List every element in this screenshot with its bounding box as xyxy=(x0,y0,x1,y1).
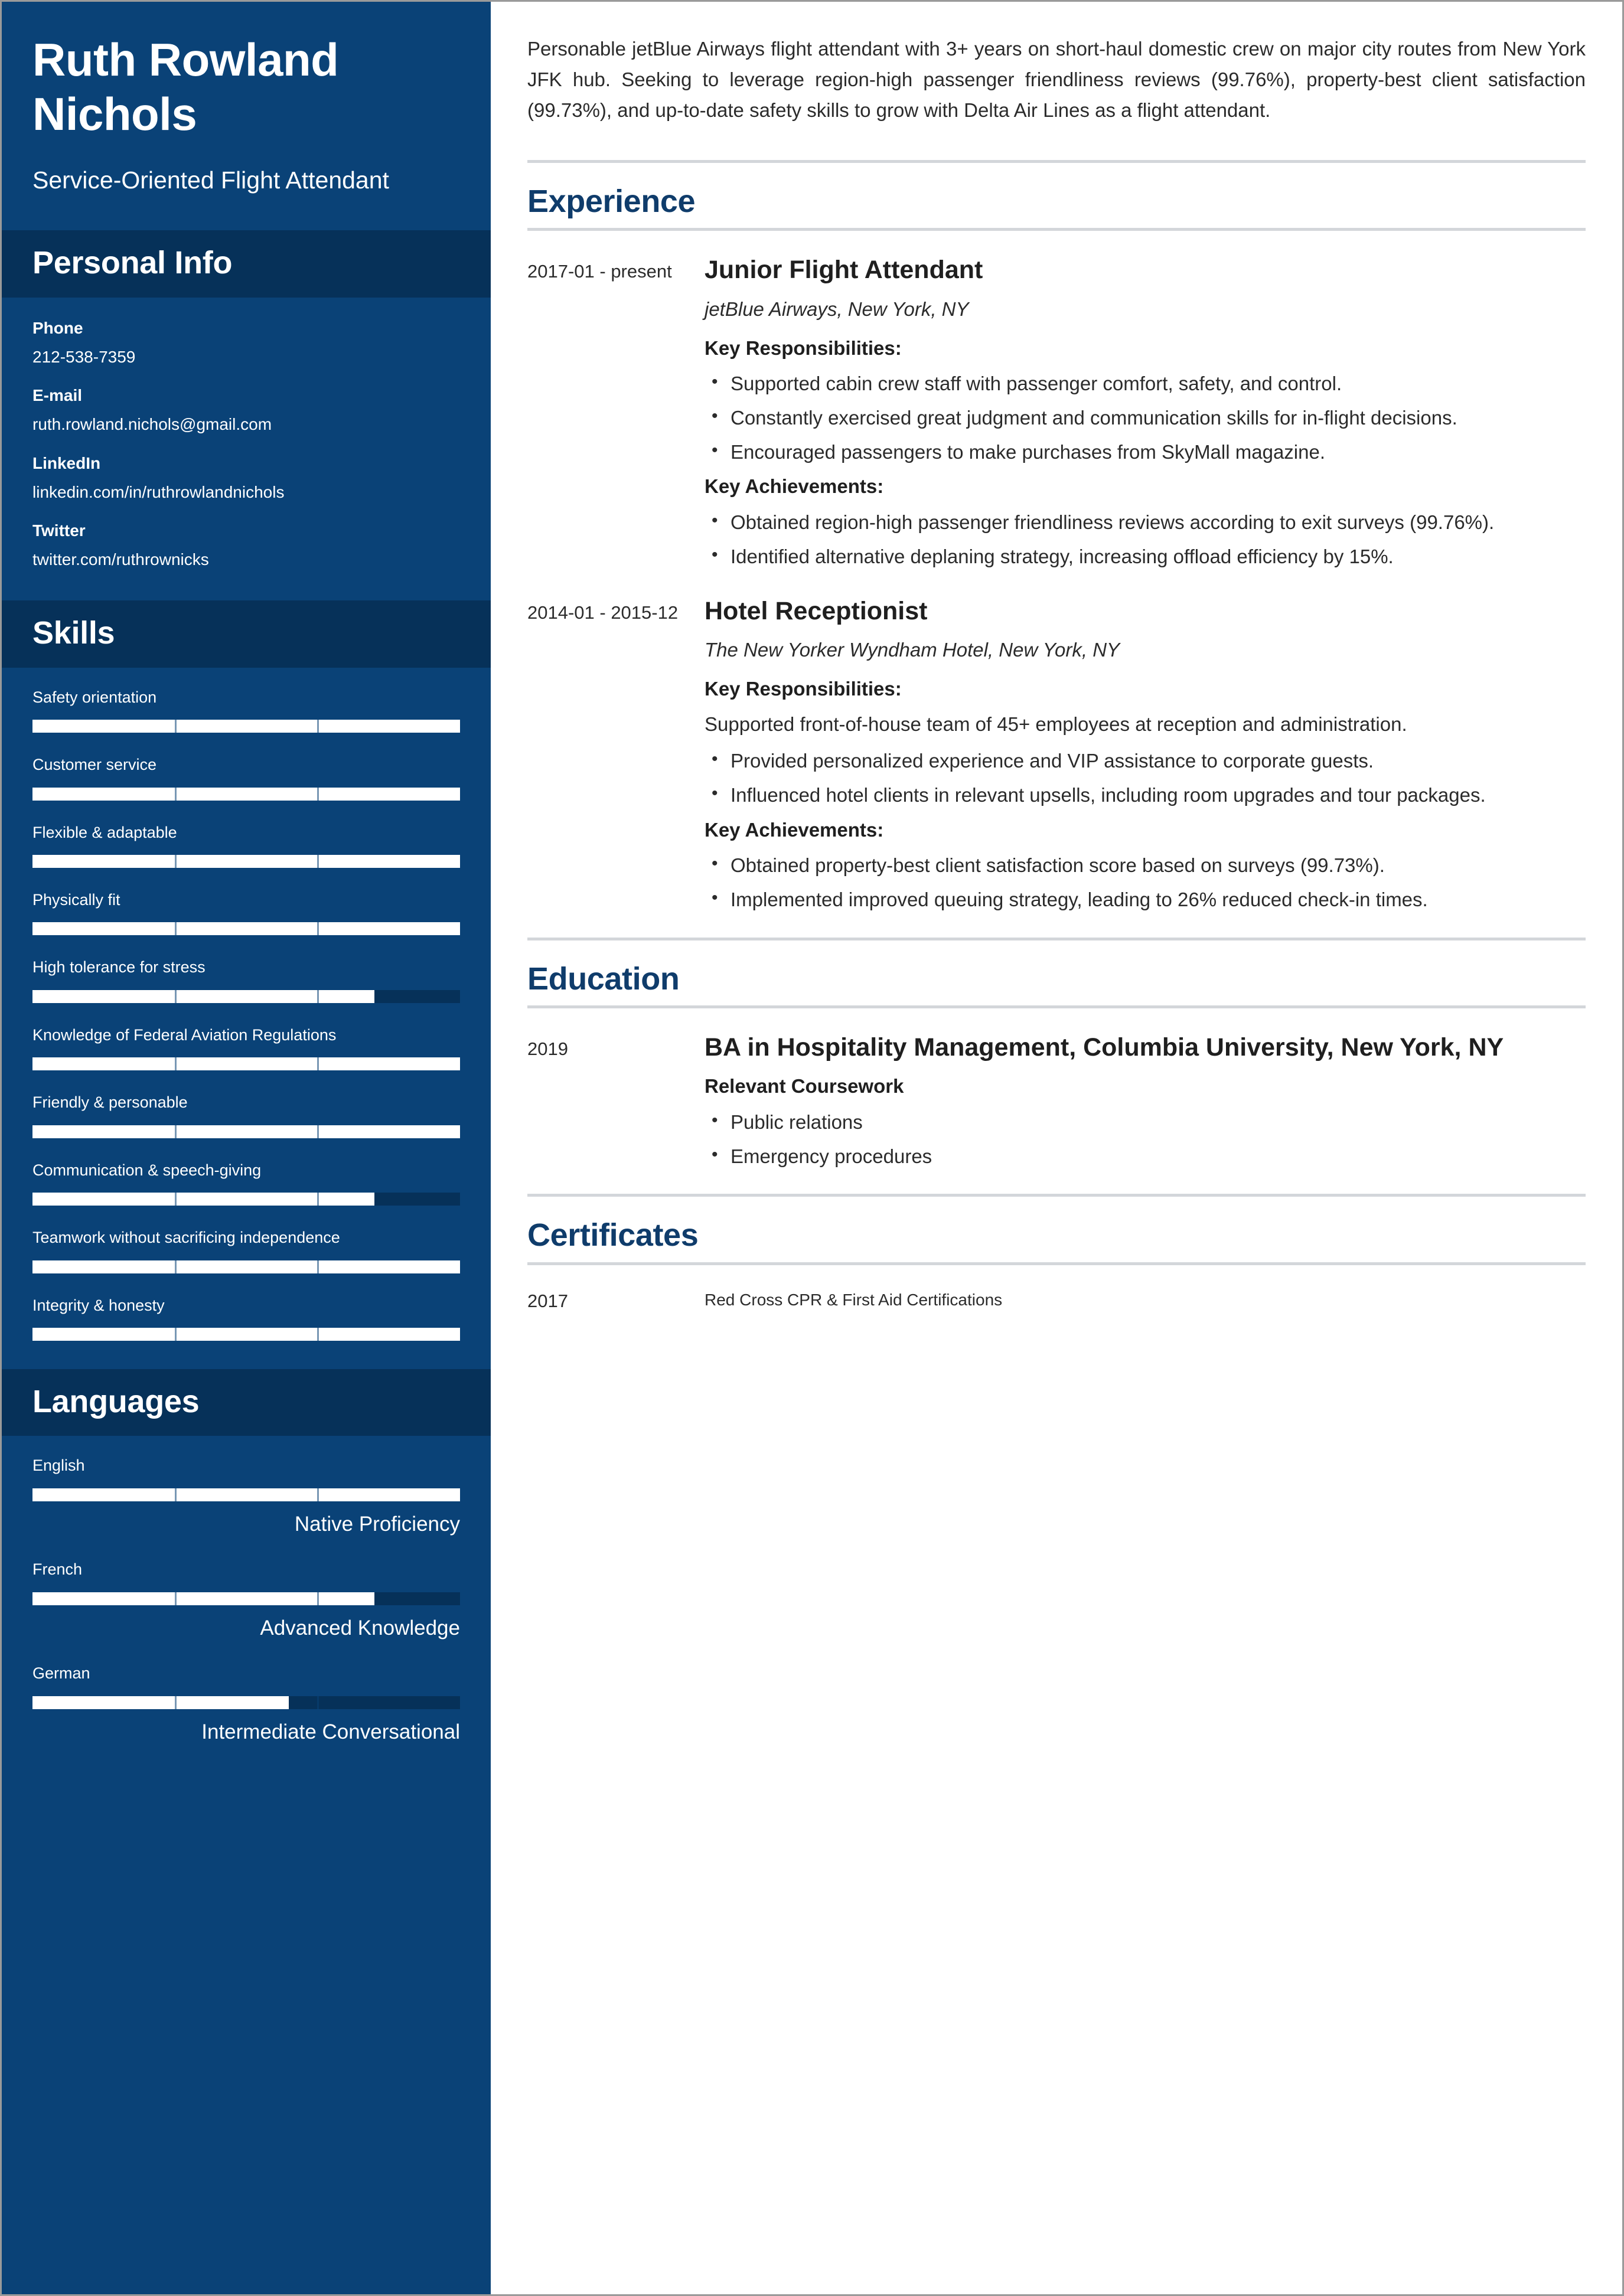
proficiency-meter xyxy=(32,1488,460,1501)
contact-label: Phone xyxy=(32,318,83,337)
proficiency-meter xyxy=(32,720,460,733)
certificates-rule xyxy=(527,1262,1586,1265)
proficiency-meter-tick xyxy=(175,720,177,733)
education-top-rule xyxy=(527,938,1586,940)
education-heading: Education xyxy=(527,961,680,997)
achievements-list xyxy=(705,507,1586,572)
proficiency-meter-tick xyxy=(317,1592,319,1605)
contact-item-twitter xyxy=(32,519,460,571)
education-degree: BA in Hospitality Management, Columbia University, New York, NY xyxy=(705,1033,1504,1062)
proficiency-meter-fill xyxy=(32,1260,460,1273)
certificate-date: 2017 xyxy=(527,1290,568,1311)
skill-label: Integrity & honesty xyxy=(32,1296,165,1314)
sidebar xyxy=(2,2,491,2294)
proficiency-meter xyxy=(32,990,460,1003)
bullet-item: • Public relations xyxy=(705,1107,1586,1138)
skill-item xyxy=(32,1295,460,1341)
coursework-heading: Relevant Coursework xyxy=(705,1075,904,1098)
proficiency-meter-tick xyxy=(175,990,177,1003)
bullet-item: • Implemented improved queuing strategy, leading to 26% reduced check-in times. xyxy=(705,884,1586,915)
proficiency-meter-tick xyxy=(317,855,319,868)
responsibilities-heading: Key Responsibilities: xyxy=(705,337,902,359)
experience-entry xyxy=(527,253,1586,576)
proficiency-meter-fill xyxy=(32,720,460,733)
education-date: 2019 xyxy=(527,1038,568,1059)
proficiency-meter-tick xyxy=(317,990,319,1003)
skill-label: Physically fit xyxy=(32,890,120,909)
contact-item-email xyxy=(32,384,460,436)
achievements-list xyxy=(705,850,1586,915)
education-section xyxy=(527,938,1586,1177)
certificates-section xyxy=(527,1194,1586,1315)
proficiency-meter xyxy=(32,1328,460,1341)
education-body xyxy=(705,1031,1586,1177)
proficiency-meter-tick xyxy=(317,1260,319,1273)
proficiency-meter-fill xyxy=(32,1193,374,1206)
proficiency-meter-tick xyxy=(317,1193,319,1206)
responsibilities-list xyxy=(705,368,1586,467)
language-proficiency-label: Native Proficiency xyxy=(294,1512,460,1536)
proficiency-meter-fill xyxy=(32,1125,460,1138)
skill-item xyxy=(32,687,460,733)
contact-item-phone xyxy=(32,316,460,368)
proficiency-meter-fill xyxy=(32,788,460,801)
language-proficiency-label: Advanced Knowledge xyxy=(260,1616,460,1639)
contact-item-linkedin xyxy=(32,452,460,504)
experience-organization: jetBlue Airways, New York, NY xyxy=(705,298,969,321)
proficiency-meter-fill xyxy=(32,922,460,935)
responsibilities-heading: Key Responsibilities: xyxy=(705,677,902,700)
language-item xyxy=(32,1455,460,1537)
education-entries xyxy=(527,1031,1586,1177)
proficiency-meter-tick xyxy=(317,1057,319,1070)
experience-body xyxy=(705,253,1586,576)
skills-heading: Skills xyxy=(32,615,115,651)
proficiency-meter xyxy=(32,788,460,801)
bullet-item: • Influenced hotel clients in relevant upsells, including room upgrades and tour packages. xyxy=(705,780,1586,811)
proficiency-meter xyxy=(32,1125,460,1138)
proficiency-meter-tick xyxy=(317,1696,319,1709)
experience-role: Hotel Receptionist xyxy=(705,596,928,625)
proficiency-meter-tick xyxy=(175,1125,177,1138)
contact-label: LinkedIn xyxy=(32,453,101,472)
skill-label: Flexible & adaptable xyxy=(32,823,177,841)
proficiency-meter-tick xyxy=(175,788,177,801)
sidebar-header xyxy=(2,2,491,230)
skill-item xyxy=(32,1092,460,1138)
experience-organization: The New Yorker Wyndham Hotel, New York, NY xyxy=(705,639,1120,661)
bullet-item: • Provided personalized experience and VIP assistance to corporate guests. xyxy=(705,746,1586,776)
languages-band xyxy=(2,1369,491,1436)
skills-band xyxy=(2,600,491,667)
proficiency-meter-tick xyxy=(175,1260,177,1273)
contact-label: E-mail xyxy=(32,386,83,405)
proficiency-meter-tick xyxy=(317,1125,319,1138)
skill-label: High tolerance for stress xyxy=(32,958,206,976)
experience-body xyxy=(705,595,1586,920)
proficiency-meter-fill xyxy=(32,1592,374,1605)
proficiency-meter-fill xyxy=(32,1057,460,1070)
certificates-heading: Certificates xyxy=(527,1217,699,1253)
proficiency-meter-tick xyxy=(317,922,319,935)
skill-label: Customer service xyxy=(32,756,157,774)
proficiency-meter xyxy=(32,1696,460,1709)
bullet-item: • Identified alternative deplaning strategy, increasing offload efficiency by 15%. xyxy=(705,541,1586,572)
proficiency-meter-tick xyxy=(317,1488,319,1501)
experience-top-rule xyxy=(527,160,1586,163)
proficiency-meter-tick xyxy=(175,1488,177,1501)
proficiency-meter-tick xyxy=(175,1193,177,1206)
skill-item xyxy=(32,822,460,868)
experience-entries xyxy=(527,253,1586,919)
experience-entry xyxy=(527,595,1586,920)
proficiency-meter-fill xyxy=(32,1328,460,1341)
skill-label: Communication & speech-giving xyxy=(32,1161,262,1179)
proficiency-meter-tick xyxy=(317,788,319,801)
candidate-name: Ruth Rowland Nichols xyxy=(32,34,339,141)
proficiency-meter xyxy=(32,1592,460,1605)
skill-label: Knowledge of Federal Aviation Regulations xyxy=(32,1025,337,1044)
contact-label: Twitter xyxy=(32,521,86,540)
skill-item xyxy=(32,754,460,800)
experience-role: Junior Flight Attendant xyxy=(705,256,983,285)
bullet-item: • Constantly exercised great judgment and communication skills for in-flight decisions. xyxy=(705,403,1586,433)
contact-value-phone[interactable]: 212-538-7359 xyxy=(32,347,136,366)
proficiency-meter-tick xyxy=(317,1328,319,1341)
responsibilities-intro: Supported front-of-house team of 45+ employees at reception and administration. xyxy=(705,713,1407,736)
proficiency-meter xyxy=(32,1193,460,1206)
certificate-entry xyxy=(527,1288,1586,1315)
bullet-item: • Obtained property-best client satisfaction score based on surveys (99.73%). xyxy=(705,850,1586,881)
languages-list xyxy=(2,1436,491,1774)
bullet-item: • Encouraged passengers to make purchases from SkyMall magazine. xyxy=(705,437,1586,468)
bullet-item: • Emergency procedures xyxy=(705,1141,1586,1172)
achievements-heading: Key Achievements: xyxy=(705,475,884,498)
proficiency-meter xyxy=(32,922,460,935)
contact-value-linkedin[interactable]: linkedin.com/in/ruthrowlandnichols xyxy=(32,482,285,501)
language-proficiency-label: Intermediate Conversational xyxy=(201,1720,460,1743)
experience-heading: Experience xyxy=(527,184,696,220)
achievements-heading: Key Achievements: xyxy=(705,818,884,841)
experience-date: 2014-01 - 2015-12 xyxy=(527,602,679,623)
main-content xyxy=(491,2,1622,2294)
experience-rule xyxy=(527,228,1586,231)
proficiency-meter xyxy=(32,1260,460,1273)
proficiency-meter-tick xyxy=(175,855,177,868)
language-label: French xyxy=(32,1560,83,1579)
proficiency-meter-fill xyxy=(32,1488,460,1501)
proficiency-meter-tick xyxy=(175,1696,177,1709)
proficiency-meter-tick xyxy=(317,720,319,733)
proficiency-meter-tick xyxy=(175,1328,177,1341)
proficiency-meter-tick xyxy=(175,1057,177,1070)
experience-date: 2017-01 - present xyxy=(527,261,672,282)
contact-value-email[interactable]: ruth.rowland.nichols@gmail.com xyxy=(32,415,272,434)
skill-item xyxy=(32,1160,460,1206)
skill-label: Friendly & personable xyxy=(32,1093,188,1112)
skill-item xyxy=(32,1227,460,1273)
bullet-item: • Obtained region-high passenger friendliness reviews according to exit surveys (99.76%). xyxy=(705,507,1586,538)
personal-info-band xyxy=(2,230,491,297)
responsibilities-list xyxy=(705,746,1586,811)
coursework-list xyxy=(705,1107,1586,1172)
education-entry xyxy=(527,1031,1586,1177)
skill-label: Safety orientation xyxy=(32,688,157,706)
proficiency-meter xyxy=(32,855,460,868)
languages-heading: Languages xyxy=(32,1384,200,1420)
experience-section xyxy=(527,160,1586,919)
proficiency-meter-tick xyxy=(175,922,177,935)
personal-info-heading: Personal Info xyxy=(32,245,233,281)
certificate-name: Red Cross CPR & First Aid Certifications xyxy=(705,1290,1003,1309)
candidate-job-title: Service-Oriented Flight Attendant xyxy=(32,166,389,194)
proficiency-meter-tick xyxy=(175,1592,177,1605)
proficiency-meter-fill xyxy=(32,1696,289,1709)
language-label: English xyxy=(32,1456,85,1475)
contact-value-twitter[interactable]: twitter.com/ruthrownicks xyxy=(32,550,209,569)
skill-item xyxy=(32,956,460,1002)
professional-summary: Personable jetBlue Airways flight attendant with 3+ years on short-haul domestic crew on major city routes from New York JFK hub. Seeking to leverage region-high passenger friendliness reviews (99.76%), property-best client satisfaction (99.73%), and up-to-date safety skills to grow with Delta Air Lines as a flight attendant. xyxy=(527,38,1586,122)
skill-item xyxy=(32,1024,460,1070)
sidebar-filler xyxy=(2,1774,491,2294)
proficiency-meter-fill xyxy=(32,855,460,868)
skill-label: Teamwork without sacrificing independence xyxy=(32,1229,340,1247)
skills-list xyxy=(2,668,491,1369)
proficiency-meter-fill xyxy=(32,990,374,1003)
language-item xyxy=(32,1663,460,1745)
language-label: German xyxy=(32,1664,90,1683)
skill-item xyxy=(32,889,460,935)
education-rule xyxy=(527,1005,1586,1008)
language-item xyxy=(32,1559,460,1641)
personal-info-list xyxy=(2,298,491,601)
certificate-entries xyxy=(527,1288,1586,1315)
bullet-item: • Supported cabin crew staff with passenger comfort, safety, and control. xyxy=(705,368,1586,399)
proficiency-meter xyxy=(32,1057,460,1070)
certificates-top-rule xyxy=(527,1194,1586,1197)
